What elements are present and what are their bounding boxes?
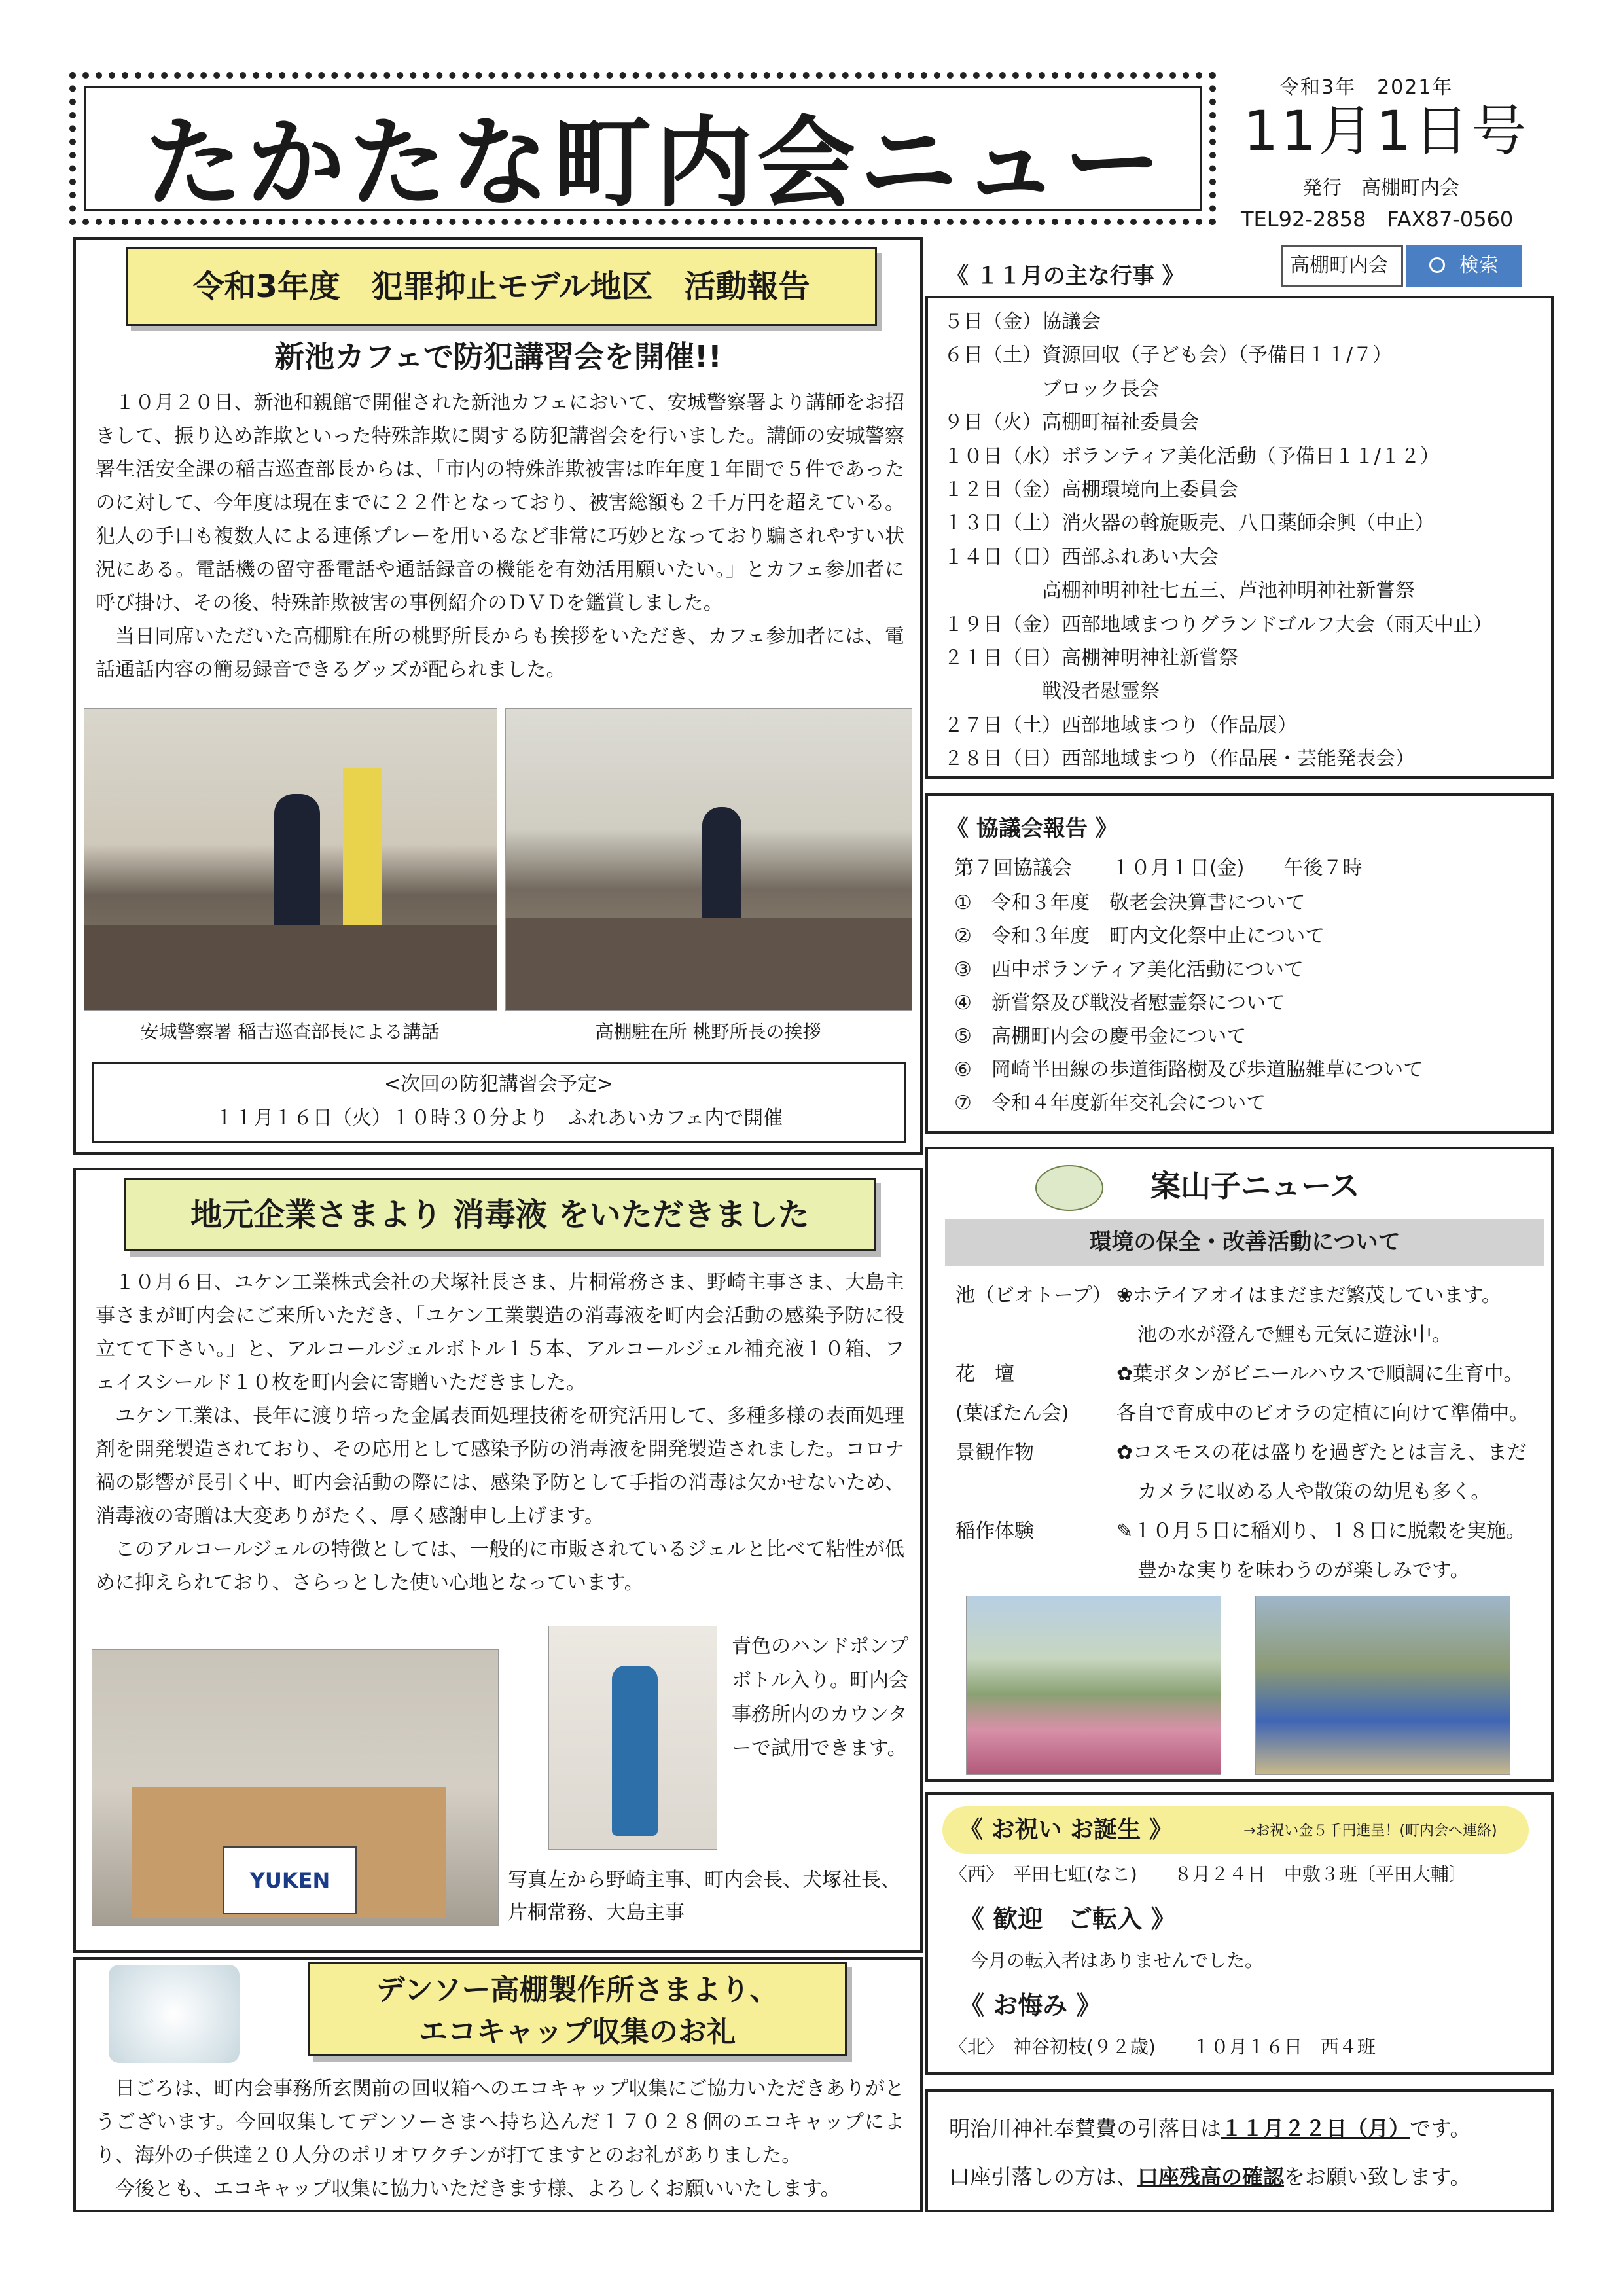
scarecrow-row-label: (葉ぼたん会) (955, 1402, 1069, 1425)
council-title: 《 協議会報告 》 (946, 816, 1118, 842)
cosmos-photo (966, 1596, 1221, 1775)
council-item: ⑥ 岡崎半田線の歩道街路樹及び歩道脇雑草について (954, 1058, 1423, 1081)
denso-paragraph-2: 今後とも、エコキャップ収集に協力いただきます様、よろしくお願いいたします。 (115, 2178, 840, 2200)
scarecrow-row-text: ✿葉ボタンがビニールハウスで順調に生育中。 (1116, 1363, 1524, 1386)
birth-entry: 〈西〉 平田七虹(なこ) ８月２４日 中敷３班〔平田大輔〕 (949, 1863, 1467, 1885)
event-row: ブロック長会 (944, 377, 1160, 401)
contact-numbers: TEL92-2858 FAX87-0560 (1241, 207, 1514, 232)
event-row: １０日（水）ボランティア美化活動（予備日１１/１２） (944, 444, 1440, 468)
crime-headline: 新池カフェで防犯講習会を開催!! (274, 339, 722, 374)
shrine-line-1-text: 明治川神社奉賛費の引落日は (949, 2116, 1222, 2141)
scarecrow-row-label: 稲作体験 (955, 1520, 1034, 1543)
search-input[interactable]: 高棚町内会 (1281, 245, 1403, 287)
scarecrow-row (955, 1394, 1544, 1433)
yuken-logo: YUKEN (223, 1846, 357, 1914)
scarecrow-row (955, 1551, 1544, 1590)
scarecrow-row (955, 1433, 1544, 1473)
event-row: 戦没者慰霊祭 (944, 680, 1160, 704)
search-button-label: 検索 (1459, 254, 1499, 277)
council-item: ② 令和３年度 町内文化祭中止について (954, 925, 1325, 948)
scarecrow-row-text: ✿コスモスの花は盛りを過ぎたとは言え、まだ (1116, 1441, 1527, 1464)
issue-era: 令和3年 2021年 (1279, 76, 1454, 99)
next-session-box (92, 1062, 906, 1143)
publisher: 発行 高棚町内会 (1302, 177, 1459, 200)
greeting-photo-caption: 高棚駐在所 桃野所長の挨拶 (595, 1021, 821, 1043)
next-session-title: <次回の防犯講習会予定> (383, 1073, 614, 1096)
denso-banner-line1: デンソー高棚製作所さまより、 (376, 1973, 779, 2007)
condolence-title: 《 お悔み 》 (959, 1991, 1101, 2020)
lecture-photo-caption: 安城警察署 稲吉巡査部長による講話 (140, 1021, 440, 1043)
search-icon (1429, 257, 1445, 273)
scarecrow-row-label: 花 壇 (955, 1363, 1014, 1386)
yuken-paragraph-2: ユケン工業は、長年に渡り培った金属表面処理技術を研究活用して、多種多様の表面処理剤を開発製造されており、その応用として感染予防の消毒液を開発製造されました。コロナ禍の影響が長引く中、町内会活動の際には、感染予防として手指の消毒は欠かせないため、消毒液の寄贈は大変ありがたく、厚く感謝申し上げます。 (96, 1405, 904, 1528)
scarecrow-row-text: 池の水が澄んで鯉も元気に遊泳中。 (1137, 1323, 1452, 1346)
gel-bottle-caption: 青色のハンドポンプボトル入り。町内会事務所内のカウンターで試用できます。 (732, 1635, 908, 1760)
donation-photo-caption: 写真左から野崎主事、町内会長、犬塚社長、片桐常務、大島主事 (508, 1869, 901, 1924)
shrine-line-2-end: をお願い致します。 (1284, 2164, 1471, 2189)
condolence-entry: 〈北〉 神谷初枝(９２歳) １０月１６日 西４班 (949, 2036, 1376, 2058)
council-item: ① 令和３年度 敬老会決算書について (954, 891, 1306, 914)
events-list (944, 305, 1546, 776)
event-row: ９日（火）高棚町福祉委員会 (944, 411, 1199, 435)
scarecrow-row-label: 池（ビオトープ） (955, 1284, 1112, 1307)
event-row: １４日（日）西部ふれあい大会 (944, 545, 1219, 569)
eco-cap-illustration (109, 1965, 240, 2063)
council-item: ④ 新嘗祭及び戦没者慰霊祭について (954, 992, 1286, 1014)
council-item: ⑤ 高棚町内会の慶弔金について (954, 1025, 1247, 1048)
scarecrow-row (955, 1355, 1544, 1394)
event-row: ２７日（土）西部地域まつり（作品展） (944, 713, 1297, 737)
donation-group-photo (92, 1649, 499, 1926)
events-title: 《 １１月の主な行事 》 (946, 263, 1185, 289)
yuken-paragraph-1: １０月６日、ユケン工業株式会社の犬塚社長さま、片桐常務さま、野崎主事さま、大島主事さまが町内会にご来所いただき、「ユケン工業製造の消毒液を町内会活動の感染予防に役立てて下さい。」と、アルコールジェルボトル１５本、アルコールジェル補充液１０箱、フェイスシールド１０枚を町内会に寄贈いただきました。 (96, 1271, 904, 1394)
shrine-line-2-text: 口座引落しの方は、 (949, 2164, 1138, 2189)
event-row: １２日（金）高棚環境向上委員会 (944, 478, 1238, 502)
scarecrow-row-text: 豊かな実りを味わうのが楽しみです。 (1137, 1559, 1470, 1582)
crime-banner: 令和3年度 犯罪抑止モデル地区 活動報告 (126, 247, 877, 326)
search-button[interactable] (1406, 245, 1522, 287)
newsletter-title: たかたな町内会ニュー (145, 107, 1166, 221)
scarecrow-emblem (1035, 1165, 1103, 1211)
welcome-text: 今月の転入者はありませんでした。 (970, 1950, 1264, 1971)
yuken-article (96, 1266, 904, 1600)
scarecrow-row (955, 1473, 1544, 1512)
scarecrow-activities (955, 1276, 1544, 1590)
event-row: １３日（土）消火器の斡旋販売、八日薬師余興（中止） (944, 512, 1435, 535)
issue-date: 11月1日号 (1243, 99, 1529, 163)
crime-article (96, 386, 904, 687)
scarecrow-row-text: ✎１０月５日に稲刈り、１８日に脱穀を実施。 (1116, 1520, 1526, 1543)
shrine-line-2 (949, 2159, 1471, 2195)
crime-paragraph-1: １０月２０日、新池和親館で開催された新池カフェにおいて、安城警察署より講師をお招きして、振り込め詐欺といった特殊詐欺に関する防犯講習会を行いました。講師の安城警察署生活安全課の稲吉巡査部長からは、「市内の特殊詐欺被害は昨年度１年間で５件であったのに対して、今年度は現在までに２２件となっており、被害総額も２千万円を超えている。犯人の手口も複数人による連係プレーを用いるなど非常に巧妙となっており騙されやすい状況にある。電話機の留守番電話や通話録音の機能を有効活用願いたい。」とカフェ参加者に呼び掛け、その後、特殊詐欺被害の事例紹介のＤＶＤを鑑賞しました。 (96, 391, 904, 615)
council-item: ⑦ 令和４年度新年交礼会について (954, 1092, 1266, 1115)
masthead-frame (69, 72, 1216, 225)
shrine-line-1 (949, 2110, 1471, 2147)
denso-banner-line2: エコキャップ収集のお礼 (419, 2015, 736, 2049)
council-items (954, 886, 1543, 1120)
scarecrow-row-text: カメラに収める人や散策の幼児も多く。 (1137, 1480, 1491, 1503)
gel-bottle-photo (548, 1626, 717, 1850)
event-row: 高棚神明神社七五三、芦池神明神社新嘗祭 (944, 579, 1415, 603)
withdrawal-date: １１月２２日（月） (1221, 2116, 1410, 2141)
lecture-photo (84, 708, 497, 1011)
scarecrow-row-text: 各自で育成中のビオラの定植に向けて準備中。 (1116, 1402, 1529, 1425)
welcome-title: 《 歓迎 ご転入 》 (959, 1905, 1176, 1933)
yuken-banner: 地元企業さまより 消毒液 をいただきました (124, 1178, 876, 1251)
event-row: ２８日（日）西部地域まつり（作品展・芸能発表会） (944, 747, 1415, 771)
scarecrow-row (955, 1512, 1544, 1551)
shrine-line-1-end: です。 (1410, 2116, 1471, 2141)
scarecrow-row-text: ❀ホテイアオイはまだまだ繁茂しています。 (1116, 1284, 1501, 1307)
yuken-paragraph-3: このアルコールジェルの特徴としては、一般的に市販されているジェルと比べて粘性が低めに抑えられており、さらっとした使い心地となっています。 (96, 1538, 904, 1594)
balance-check: 口座残高の確認 (1137, 2164, 1285, 2189)
council-meeting: 第７回協議会 １０月１日(金) 午後７時 (954, 857, 1363, 880)
celebration-note: →お祝い金５千円進呈！(町内会へ連絡) (1243, 1823, 1497, 1839)
greeting-photo (505, 708, 912, 1011)
event-row: ２１日（日）高棚神明神社新嘗祭 (944, 647, 1238, 670)
scarecrow-row (955, 1316, 1544, 1355)
celebration-title: 《 お祝い お誕生 》 (959, 1816, 1173, 1843)
rice-harvest-photo (1255, 1596, 1510, 1775)
denso-banner (308, 1962, 847, 2056)
scarecrow-row-label: 景観作物 (955, 1441, 1034, 1464)
crime-paragraph-2: 当日同席いただいた高棚駐在所の桃野所長からも挨拶をいただき、カフェ参加者には、電話通話内容の簡易録音できるグッズが配られました。 (96, 625, 904, 681)
scarecrow-row (955, 1276, 1544, 1316)
event-row: ６日（土）資源回収（子ども会）（予備日１１/７） (944, 344, 1393, 367)
next-session-detail: １１月１６日（火）１０時３０分より ふれあいカフェ内で開催 (214, 1107, 783, 1130)
event-row: ５日（金）協議会 (944, 310, 1101, 333)
masthead-inner-border (84, 86, 1202, 221)
event-row: １９日（金）西部地域まつりグランドゴルフ大会（雨天中止） (944, 613, 1493, 636)
denso-paragraph-1: 日ごろは、町内会事務所玄関前の回収箱へのエコキャップ収集にご協力いただきありがとうございます。今回収集してデンソーさまへ持ち込んだ１７０２８個のエコキャップにより、海外の子供達２０人分のポリオワクチンが打てますとのお礼がありました。 (96, 2077, 904, 2167)
denso-article (96, 2072, 904, 2206)
scarecrow-subtitle: 環境の保全・改善活動について (945, 1219, 1544, 1266)
council-item: ③ 西中ボランティア美化活動について (954, 958, 1304, 981)
scarecrow-title: 案山子ニュース (1150, 1168, 1360, 1204)
